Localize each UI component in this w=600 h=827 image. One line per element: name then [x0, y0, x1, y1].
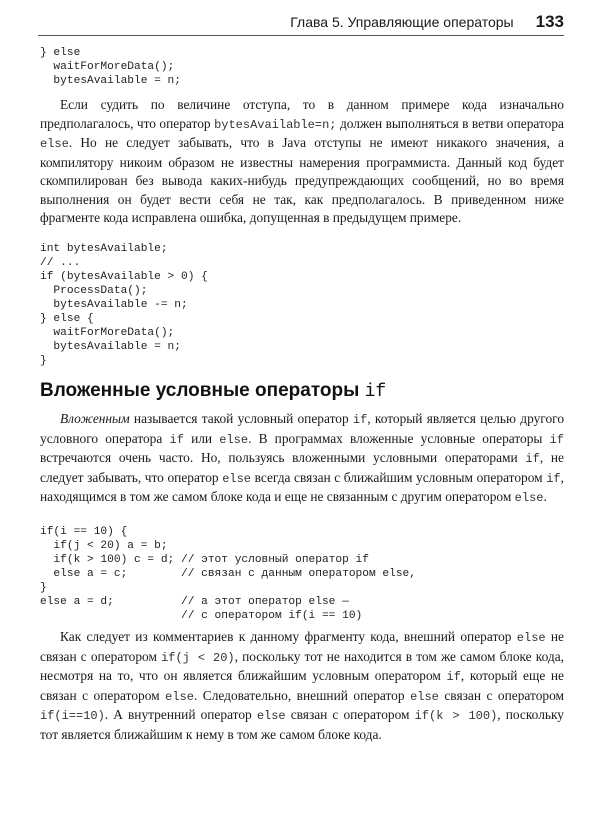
paragraph-3-text-1: Как следует из комментариев к данному фрагменту кода, внешний оператор — [60, 629, 517, 644]
paragraph-2-text-9: . — [543, 489, 547, 504]
paragraph-2-text-7: всегда связан с ближайшим условным оператором — [251, 469, 547, 485]
paragraph-1-text-3: . Но не следует забывать, что в Java отступы не имеют никакого значения, а компилятору никоим образом не известны намерения программиста. Данный код будет скомпилирован без вывода каких-нибудь предупреждающих сообщений, но во время выполнения он будет вести себя не так, как предполагалось. В приведенном ниже фрагменте кода исправлена ошибка, допущенная в предыдущем примере. — [40, 135, 564, 225]
inline-code: if — [446, 670, 461, 684]
inline-code: else — [222, 471, 252, 486]
inline-code: if — [546, 471, 561, 486]
inline-code: if — [525, 452, 540, 466]
paragraph-3-text-4: , который еще не связан с оператором — [40, 668, 564, 703]
paragraph-2-text-6: , не следует забывать, что оператор — [40, 450, 564, 485]
paragraph-3-text-5: . Следовательно, внешний оператор — [193, 687, 411, 703]
code-block-3: if(i == 10) { if(j < 20) a = b; if(k > 100) c = d; // этот условный оператор if else a = c; // связан с данным оператором else, } else a = d; // а этот оператор else — // с оператором if(i == 10) — [40, 526, 416, 622]
paragraph-3-text-9: , поскольку тот является ближайшим к нему в том же самом блоке кода. — [40, 707, 565, 742]
paragraph-3-text-7: . А внутренний оператор — [104, 707, 257, 722]
inline-code: if — [549, 432, 564, 447]
inline-code: else — [410, 689, 439, 704]
paragraph-1 — [40, 96, 564, 228]
paragraph-3-text-2: не связан с оператором — [40, 629, 564, 664]
paragraph-1-text-2: должен выполняться в ветви оператора — [336, 115, 564, 131]
section-heading — [40, 380, 386, 402]
paragraph-3-text-8: связан с оператором — [285, 707, 415, 722]
paragraph-2-text-3: или — [183, 430, 220, 446]
inline-code: else — [514, 491, 544, 505]
running-head — [40, 12, 564, 32]
inline-code: if — [169, 432, 184, 447]
code-block-1: } else waitForMoreData(); bytesAvailable = n; — [40, 47, 181, 87]
chapter-title: Глава 5. Управляющие операторы — [290, 14, 514, 30]
header-rule — [38, 35, 564, 36]
paragraph-2 — [40, 410, 564, 508]
paragraph-2-text-8: , находящимся в том же самом блоке кода и еще не связанным с другим оператором — [40, 469, 564, 504]
inline-code: else — [516, 631, 546, 645]
section-title: Вложенные условные операторы — [40, 380, 365, 401]
inline-code: else — [256, 709, 286, 723]
inline-code: if — [352, 413, 368, 427]
section-title-keyword: if — [364, 382, 387, 402]
inline-code: else — [40, 137, 69, 151]
inline-code: if(k > 100) — [414, 709, 498, 723]
paragraph-1-text-1: Если судить по величине отступа, то в данном примере кода изначально предполагалось, что оператор — [40, 97, 564, 131]
code-block-2: int bytesAvailable; // ... if (bytesAvailable > 0) { ProcessData(); bytesAvailable -= n; } else { waitForMoreData(); bytesAvailable = n; } — [40, 243, 208, 367]
paragraph-3 — [40, 628, 564, 744]
inline-code: if(j < 20) — [161, 650, 235, 665]
page-number: 133 — [535, 12, 564, 31]
paragraph-2-text-4: . В программах вложенные условные операторы — [248, 430, 550, 446]
paragraph-2-text-5: встречаются очень часто. Но, пользуясь вложенными условными операторами — [40, 450, 526, 465]
inline-code: bytesAvailable=n; — [214, 117, 337, 132]
paragraph-3-text-6: связан с оператором — [438, 687, 564, 703]
inline-code: else — [165, 689, 194, 704]
paragraph-2-text-2: , который является целью другого условного оператора — [40, 411, 565, 446]
inline-code: else — [219, 432, 249, 447]
paragraph-2-text-1: называется такой условный оператор — [129, 411, 353, 426]
paragraph-3-text-3: , поскольку тот не находится в том же самом блоке кода, несмотря на то, что он является ближайшим условным оператором — [40, 648, 564, 683]
emphasis-term: Вложенным — [60, 411, 130, 426]
inline-code: if(i==10) — [40, 709, 105, 723]
